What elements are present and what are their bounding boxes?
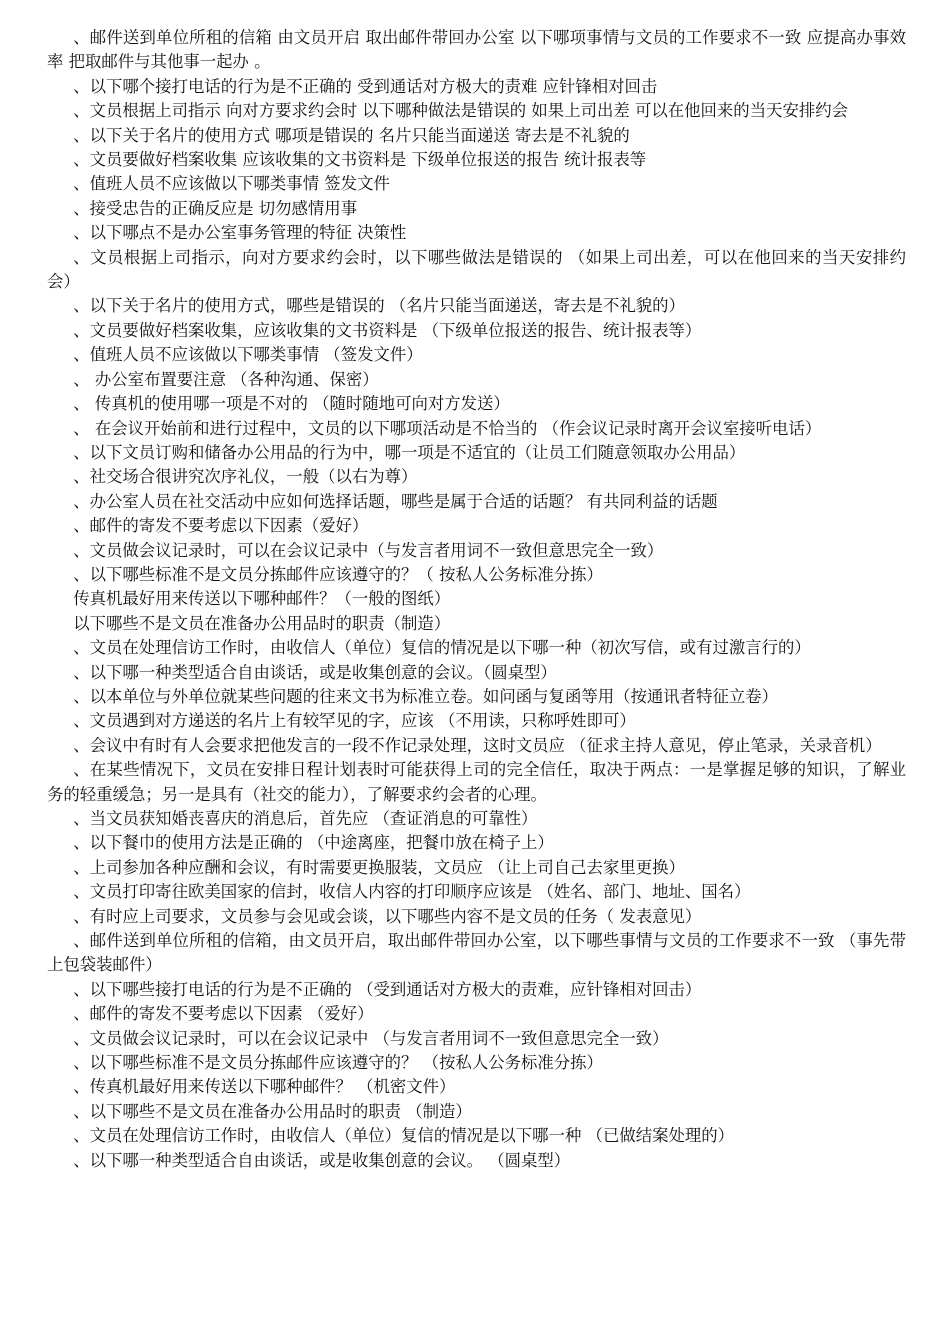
- question-paragraph: 、以下餐巾的使用方法是正确的 （中途离座，把餐巾放在椅子上）: [73, 833, 554, 853]
- question-paragraph: 、以下哪些不是文员在准备办公用品时的职责 （制造）: [73, 1101, 472, 1121]
- question-paragraph: 、文员遇到对方递送的名片上有较罕见的字，应该 （不用读，只称呼姓即可）: [73, 711, 636, 731]
- question-paragraph: 、 办公室布置要注意 （各种沟通、保密）: [73, 369, 379, 389]
- question-paragraph: 以下哪些不是文员在准备办公用品时的职责（制造）: [73, 613, 451, 633]
- question-paragraph: 、接受忠告的正确反应是 切勿感情用事: [73, 198, 358, 218]
- question-paragraph: 、文员做会议记录时，可以在会议记录中 （与发言者用词不一致但意思完全一致）: [73, 1028, 669, 1048]
- question-paragraph: 、以下哪些标准不是文员分拣邮件应该遵守的？（ 按私人公务标准分拣）: [73, 564, 603, 584]
- question-paragraph: 、 在会议开始前和进行过程中，文员的以下哪项活动是不恰当的 （作会议记录时离开会议室接听电话）: [73, 418, 822, 438]
- question-paragraph: 、值班人员不应该做以下哪类事情 签发文件: [73, 174, 390, 194]
- question-paragraph: 、以下哪个接打电话的行为是不正确的 受到通话对方极大的责难 应针锋相对回击: [73, 76, 658, 96]
- question-paragraph: 、文员做会议记录时，可以在会议记录中（与发言者用词不一致但意思完全一致）: [73, 540, 664, 560]
- question-paragraph: 、 传真机的使用哪一项是不对的 （随时随地可向对方发送）: [73, 394, 510, 414]
- question-paragraph: 、社交场合很讲究次序礼仪，一般（以右为尊）: [73, 467, 418, 487]
- question-paragraph: 、以本单位与外单位就某些问题的往来文书为标准立卷。如问函与复函等用（按通讯者特征立卷）: [73, 686, 779, 706]
- question-paragraph: 、传真机最好用来传送以下哪种邮件？ （机密文件）: [73, 1077, 456, 1097]
- question-paragraph: 、以下关于名片的使用方式 哪项是错误的 名片只能当面递送 寄去是不礼貌的: [73, 125, 630, 145]
- question-paragraph: 、邮件的寄发不要考虑以下因素 （爱好）: [73, 1004, 374, 1024]
- question-paragraph: 、值班人员不应该做以下哪类事情 （签发文件）: [73, 345, 423, 365]
- question-paragraph: 、在某些情况下，文员在安排日程计划表时可能获得上司的完全信任，取决于两点：一是掌握足够的知识，了解业务的轻重缓急；另一是具有（社交的能力），了解要求约会者的心理。: [47, 760, 906, 804]
- question-paragraph: 传真机最好用来传送以下哪种邮件？（一般的图纸）: [73, 589, 451, 609]
- question-paragraph: 、当文员获知婚丧喜庆的消息后，首先应 （查证消息的可靠性）: [73, 809, 538, 828]
- question-paragraph: 、文员要做好档案收集，应该收集的文书资料是 （下级单位报送的报告、统计报表等）: [73, 320, 702, 340]
- question-paragraph: 、会议中有时有人会要求把他发言的一段不作记录处理，这时文员应 （征求主持人意见，停止笔录，关录音机）: [73, 735, 882, 755]
- question-paragraph: 、文员在处理信访工作时，由收信人（单位）复信的情况是以下哪一种（初次写信，或有过激言行的）: [73, 638, 811, 658]
- question-paragraph: 、邮件送到单位所租的信箱 由文员开启 取出邮件带回办公室 以下哪项事情与文员的工作要求不一致 应提高办事效率 把取邮件与其他事一起办 。: [47, 28, 906, 72]
- question-paragraph: 、办公室人员在社交活动中应如何选择话题，哪些是属于合适的话题？ 有共同利益的话题: [73, 491, 718, 511]
- question-paragraph: 、以下哪点不是办公室事务管理的特征 决策性: [73, 223, 407, 243]
- question-paragraph: 、文员根据上司指示，向对方要求约会时，以下哪些做法是错误的 （如果上司出差，可以在他回来的当天安排约会）: [47, 247, 906, 292]
- question-paragraph: 、以下哪一种类型适合自由谈话，或是收集创意的会议。（圆桌型）: [73, 662, 557, 682]
- question-paragraph: 、以下关于名片的使用方式，哪些是错误的 （名片只能当面递送，寄去是不礼貌的）: [73, 296, 685, 316]
- question-paragraph: 、以下文员订购和储备办公用品的行为中，哪一项是不适宜的（让员工们随意领取办公用品）: [73, 442, 746, 462]
- question-paragraph: 、以下哪些标准不是文员分拣邮件应该遵守的？ （按私人公务标准分拣）: [73, 1053, 603, 1073]
- question-paragraph: 、文员根据上司指示 向对方要求约会时 以下哪种做法是错误的 如果上司出差 可以在他回来的当天安排约会: [73, 101, 849, 121]
- question-paragraph: 、邮件送到单位所租的信箱，由文员开启，取出邮件带回办公室，以下哪些事情与文员的工作要求不一致 （事先带上包袋装邮件）: [47, 931, 906, 975]
- question-paragraph: 、文员打印寄往欧美国家的信封，收信人内容的打印顺序应该是 （姓名、部门、地址、国名）: [73, 882, 751, 902]
- question-paragraph: 、有时应上司要求，文员参与会见或会谈，以下哪些内容不是文员的任务（ 发表意见）: [73, 906, 702, 926]
- question-paragraph: 、文员要做好档案收集 应该收集的文书资料是 下级单位报送的报告 统计报表等: [73, 150, 647, 170]
- question-paragraph: 、以下哪些接打电话的行为是不正确的 （受到通话对方极大的责难，应针锋相对回击）: [73, 979, 702, 999]
- question-paragraph: 、以下哪一种类型适合自由谈话，或是收集创意的会议。 （圆桌型）: [73, 1150, 571, 1170]
- question-paragraph: 、邮件的寄发不要考虑以下因素（爱好）: [73, 516, 369, 536]
- question-paragraph: 、上司参加各种应酬和会议，有时需要更换服装，文员应 （让上司自己去家里更换）: [73, 857, 685, 877]
- question-paragraph: 、文员在处理信访工作时，由收信人（单位）复信的情况是以下哪一种 （已做结案处理的）: [73, 1126, 735, 1146]
